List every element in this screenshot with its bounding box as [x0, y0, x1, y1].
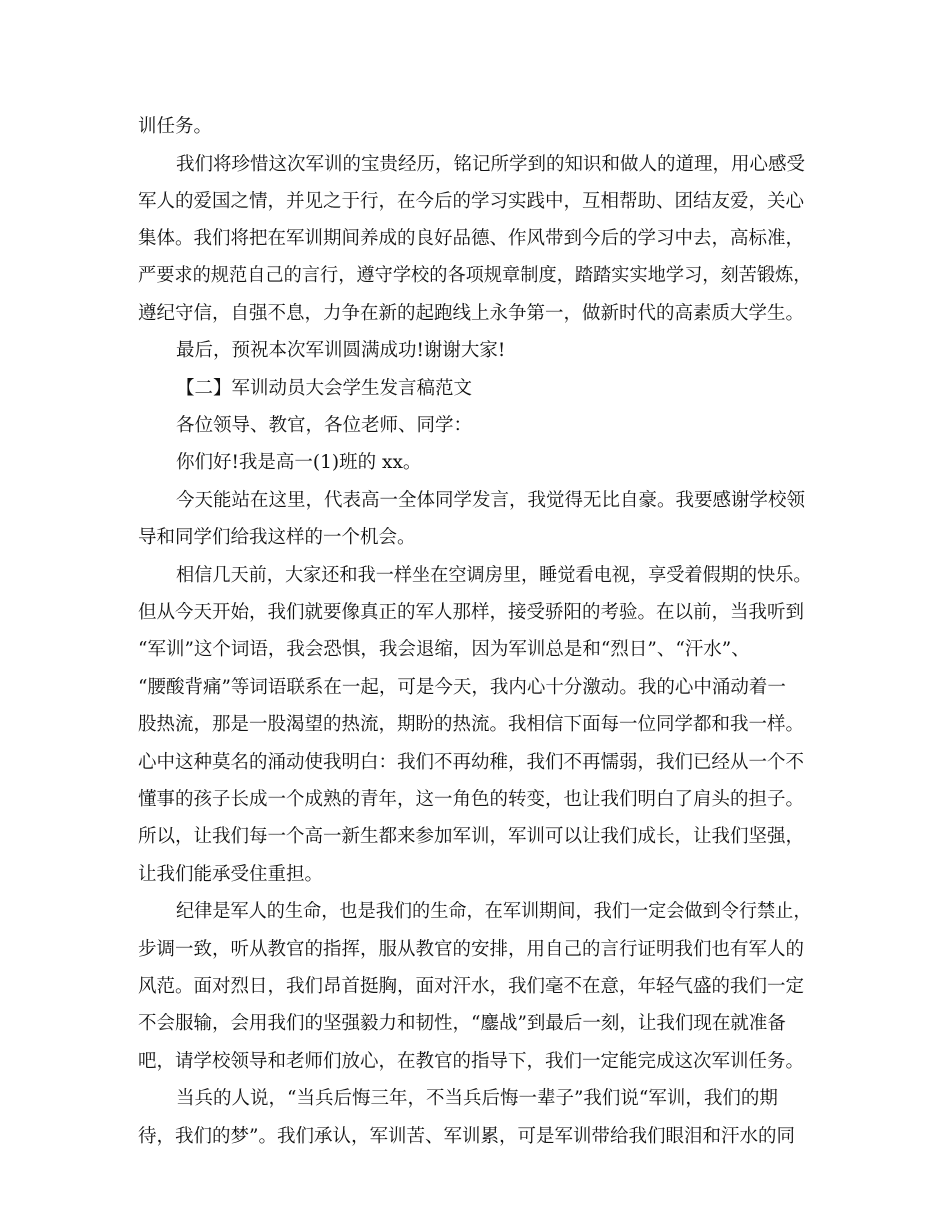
text-line: 所以，让我们每一个高一新生都来参加军训，军训可以让我们成长，让我们坚强， — [138, 826, 805, 847]
text-line: 待，我们的梦”。我们承认，军训苦、军训累，可是军训带给我们眼泪和汗水的同 — [138, 1126, 795, 1147]
text-line: 遵纪守信，自强不息，力争在新的起跑线上永争第一，做新时代的高素质大学生。 — [138, 303, 805, 324]
text-line: 心中这种莫名的涌动使我明白：我们不再幼稚，我们不再懦弱，我们已经从一个不 — [138, 752, 805, 773]
text-line: 让我们能承受住重担。 — [138, 864, 324, 885]
salutation-line: 各位领导、教官，各位老师、同学： — [176, 415, 473, 436]
text-line: 集体。我们将把在军训期间养成的良好品德、作风带到今后的学习中去，高标准， — [138, 228, 805, 249]
text-line: 严要求的规范自己的言行，遵守学校的各项规章制度，踏踏实实地学习，刻苦锻炼， — [138, 265, 812, 286]
text-line: 训任务。 — [138, 116, 213, 137]
paragraph-line: 纪律是军人的生命，也是我们的生命，在军训期间，我们一定会做到令行禁止， — [176, 901, 812, 922]
paragraph-line: 今天能站在这里，代表高一全体同学发言，我觉得无比自豪。我要感谢学校领 — [176, 490, 806, 511]
text-line: 风范。面对烈日，我们昂首挺胸，面对汗水，我们毫不在意，年轻气盛的我们一定 — [138, 976, 805, 997]
section-heading: 【二】军训动员大会学生发言稿范文 — [176, 378, 473, 399]
paragraph-line: 当兵的人说，“当兵后悔三年，不当兵后悔一辈子”我们说“军训，我们的期 — [176, 1088, 778, 1109]
paragraph-line: 我们将珍惜这次军训的宝贵经历，铭记所学到的知识和做人的道理，用心感受 — [176, 154, 806, 175]
greeting-line: 你们好!我是高一(1)班的 xx。 — [176, 452, 422, 473]
text-line: 军人的爱国之情，并见之于行，在今后的学习实践中，互相帮助、团结友爱，关心 — [138, 191, 805, 212]
text-line: 导和同学们给我这样的一个机会。 — [138, 527, 416, 548]
text-line: 股热流，那是一股渴望的热流，期盼的热流。我相信下面每一位同学都和我一样。 — [138, 714, 805, 735]
text-line: “军训”这个词语，我会恐惧，我会退缩，因为军训总是和“烈日”、“汗水”、 — [138, 639, 750, 660]
paragraph-line: 最后，预祝本次军训圆满成功!谢谢大家! — [176, 340, 506, 361]
text-line: 不会服输，会用我们的坚强毅力和韧性，“鏖战”到最后一刻，让我们现在就准备 — [138, 1013, 786, 1034]
text-line: 懂事的孩子长成一个成熟的青年，这一角色的转变，也让我们明白了肩头的担子。 — [138, 789, 805, 810]
paragraph-line: 相信几天前，大家还和我一样坐在空调房里，睡觉看电视，享受着假期的快乐。 — [176, 565, 812, 586]
text-line: 步调一致，听从教官的指挥，服从教官的安排，用自己的言行证明我们也有军人的 — [138, 939, 805, 960]
text-line: 吧，请学校领导和老师们放心，在教官的指导下，我们一定能完成这次军训任务。 — [138, 1051, 805, 1072]
text-line: “腰酸背痛”等词语联系在一起，可是今天，我内心十分激动。我的心中涌动着一 — [138, 677, 786, 698]
text-line: 但从今天开始，我们就要像真正的军人那样，接受骄阳的考验。在以前，当我听到 — [138, 602, 805, 623]
